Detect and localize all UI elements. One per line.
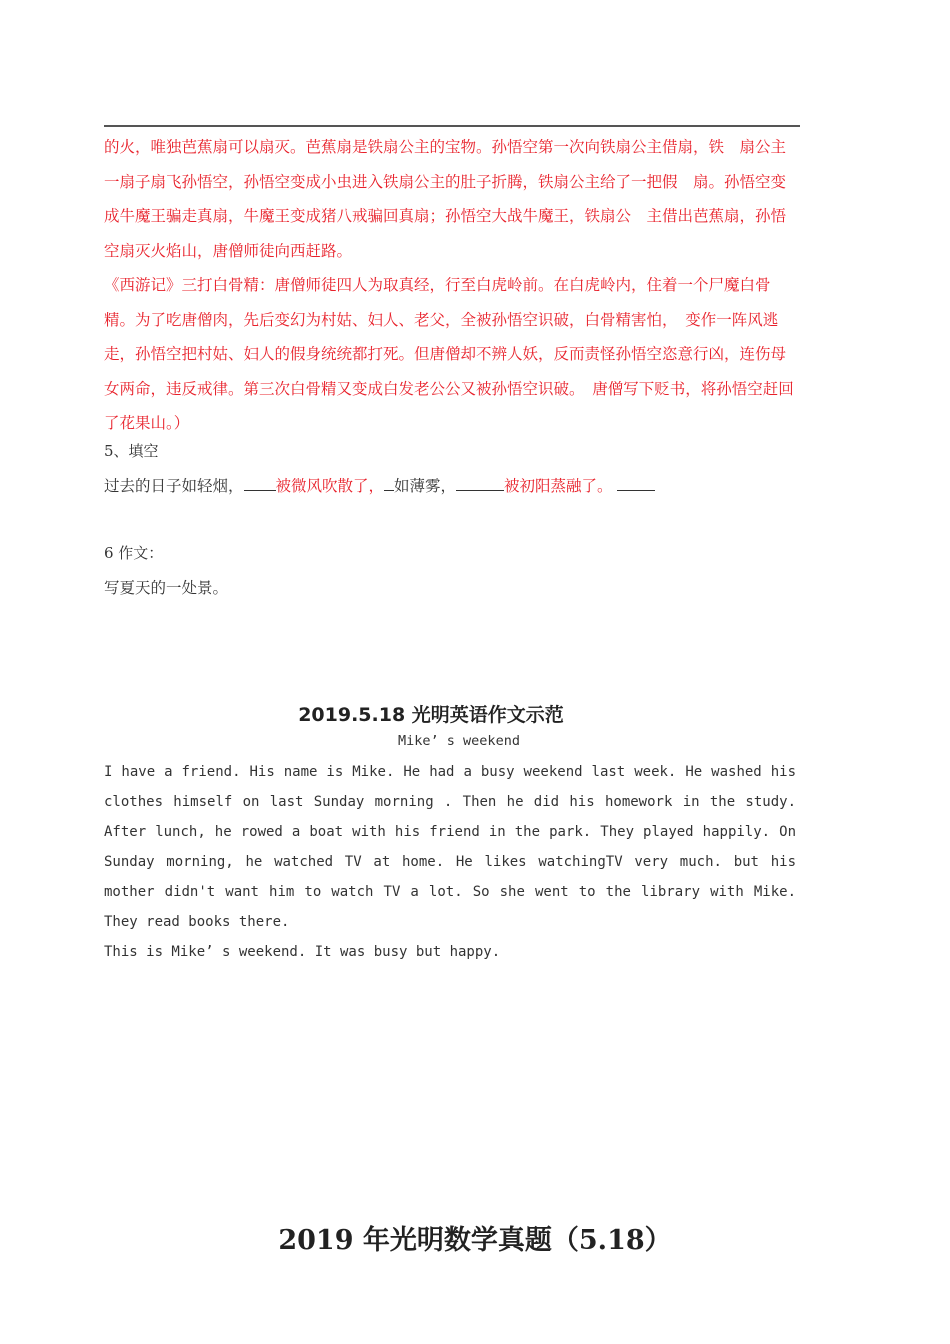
q5-blank-1 xyxy=(244,489,276,491)
answer-block xyxy=(104,130,800,441)
essay-heading: 2019.5.18 光明英语作文示范 xyxy=(298,704,564,726)
question-6-prompt: 写夏天的一处景。 xyxy=(104,579,229,597)
answer-paragraph-2: 《西游记》三打白骨精：唐僧师徒四人为取真经，行至白虎岭前。在白虎岭内，住着一个尸魔白骨精。为了吃唐僧肉，先后变幻为村姑、妇人、老父，全被孙悟空识破，白骨精害怕， 变作一阵风逃走，孙悟空把村姑、妇人的假身统统都打死。但唐僧却不辨人妖，反而责怪孙悟空恣意行凶，连伤母女两命，违反戒律。第三次白骨精又变成白发老公公又被孙悟空识破。 唐僧写下贬书，将孙悟空赶回了花果山。） xyxy=(104,276,794,432)
math-section-heading: 2019 年光明数学真题（5.18） xyxy=(278,1225,672,1256)
q5-blank-4 xyxy=(617,489,655,491)
q5-text-part1: 过去的日子如轻烟， xyxy=(104,477,244,495)
essay-body xyxy=(104,757,796,967)
q5-blank-3 xyxy=(456,489,504,491)
top-rule-divider xyxy=(104,125,800,127)
answer-paragraph-1: 的火，唯独芭蕉扇可以扇灭。芭蕉扇是铁扇公主的宝物。孙悟空第一次向铁扇公主借扇，铁 扇公主一扇子扇飞孙悟空，孙悟空变成小虫进入铁扇公主的肚子折腾，铁扇公主给了一把假 扇。孙悟空变成牛魔王骗走真扇，牛魔王变成猪八戒骗回真扇；孙悟空大战牛魔王，铁扇公 主借出芭蕉扇，孙悟空扇灭火焰山，唐僧师徒向西赶路。 xyxy=(104,138,787,260)
q5-blank-2 xyxy=(384,489,394,491)
question-5-fill-blank xyxy=(104,474,655,496)
q5-answer-1: 被微风吹散了， xyxy=(275,477,385,495)
q5-text-part2: 如薄雾， xyxy=(394,477,457,495)
question-6-title: 6 作文： xyxy=(104,544,164,562)
essay-paragraph-2: This is Mike’ s weekend. It was busy but happy. xyxy=(104,944,501,960)
essay-subtitle: Mike’ s weekend xyxy=(398,733,520,749)
q5-answer-2: 被初阳蒸融了。 xyxy=(504,477,613,495)
essay-paragraph-1: I have a friend. His name is Mike. He had a busy weekend last week. He washed his clothes himself on last Sunday morning . Then he did his homework in the study. After lunch, he rowed a boat with his friend in the park. They played happily. On Sunday morning, he watched TV at home. He likes watchingTV very much. but his mother didn't want him to watch TV a lot. So she went to the library with Mike. They read books there. xyxy=(104,764,796,930)
question-5-title: 5、填空 xyxy=(104,442,159,460)
